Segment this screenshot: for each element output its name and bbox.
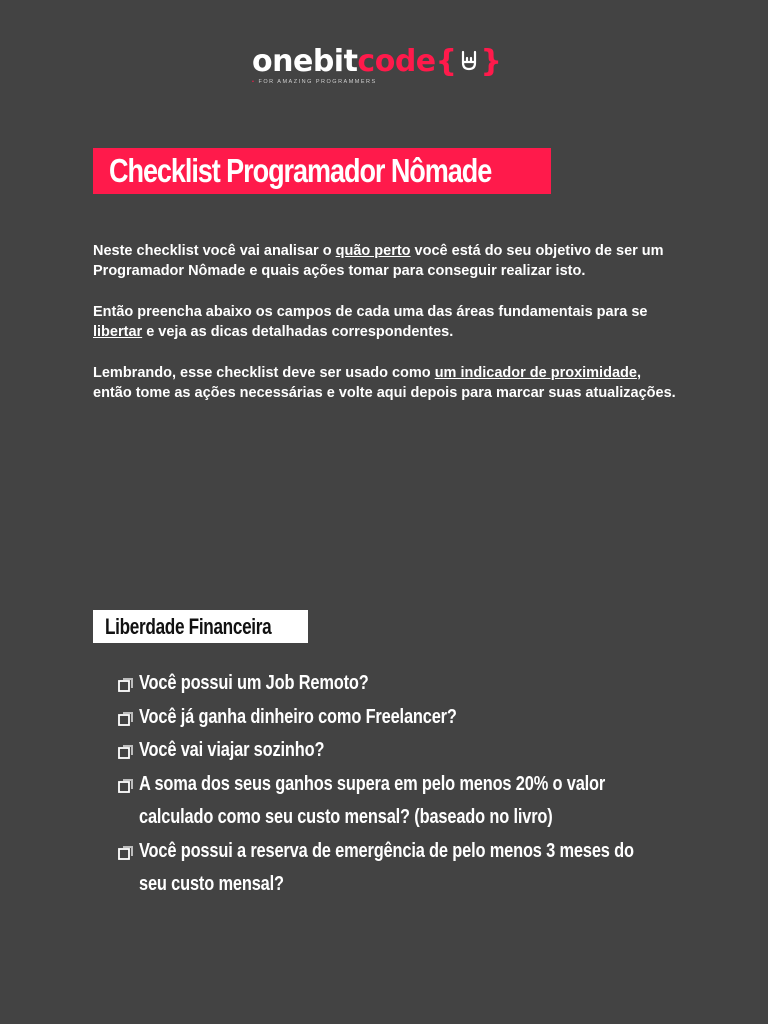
page-title: Checklist Programador Nômade (109, 152, 492, 189)
checklist-item-label: Você já ganha dinheiro como Freelancer? (139, 705, 457, 728)
onebitcode-logo (252, 40, 522, 90)
link-indicador-proximidade[interactable]: um indicador de proximidade (434, 364, 637, 381)
checklist-item (118, 768, 678, 835)
intro-paragraph-1: Neste checklist você vai analisar o quão perto você está do seu objetivo de ser um Programador Nômade e quais ações tomar para conseguir realizar isto. (93, 243, 664, 280)
link-libertar[interactable]: libertar (93, 324, 143, 341)
page-title-banner (93, 148, 551, 194)
logo-wordmark: onebitcode{ } (252, 44, 502, 79)
checkbox-icon[interactable] (118, 778, 133, 793)
link-quao-perto[interactable]: quão perto (335, 243, 411, 259)
section-header (93, 610, 308, 643)
section-title: Liberdade Financeira (105, 614, 272, 639)
checklist-item (118, 667, 678, 701)
checklist-item-label: Você possui um Job Remoto? (139, 672, 369, 694)
checklist-item (118, 701, 678, 735)
logo-tagline: • FOR AMAZING PROGRAMMERS (252, 79, 377, 85)
checklist-item-label: A soma dos seus ganhos supera em pelo menos 20% o valor calculado como seu custo mensal? (baseado no livro) (139, 772, 606, 828)
checklist-item-label: Você vai viajar sozinho? (139, 739, 325, 761)
checklist-item (118, 835, 678, 902)
intro-text (93, 241, 683, 424)
checkbox-icon[interactable] (118, 711, 133, 726)
intro-paragraph-2: Então preencha abaixo os campos de cada uma das áreas fundamentais para se libertar e veja as dicas detalhadas correspondentes. (93, 303, 648, 341)
intro-paragraph-3: Lembrando, esse checklist deve ser usado como um indicador de proximidade, então tome as ações necessárias e volte aqui depois para marcar suas atualizações. (93, 364, 676, 402)
checkbox-icon[interactable] (118, 744, 133, 759)
rock-hand-icon (458, 49, 480, 73)
checkbox-icon[interactable] (118, 845, 133, 860)
checkbox-icon[interactable] (118, 677, 133, 692)
checklist (118, 667, 678, 902)
checklist-item (118, 734, 678, 768)
checklist-item-label: Você possui a reserva de emergência de pelo menos 3 meses do seu custo mensal? (139, 839, 634, 895)
